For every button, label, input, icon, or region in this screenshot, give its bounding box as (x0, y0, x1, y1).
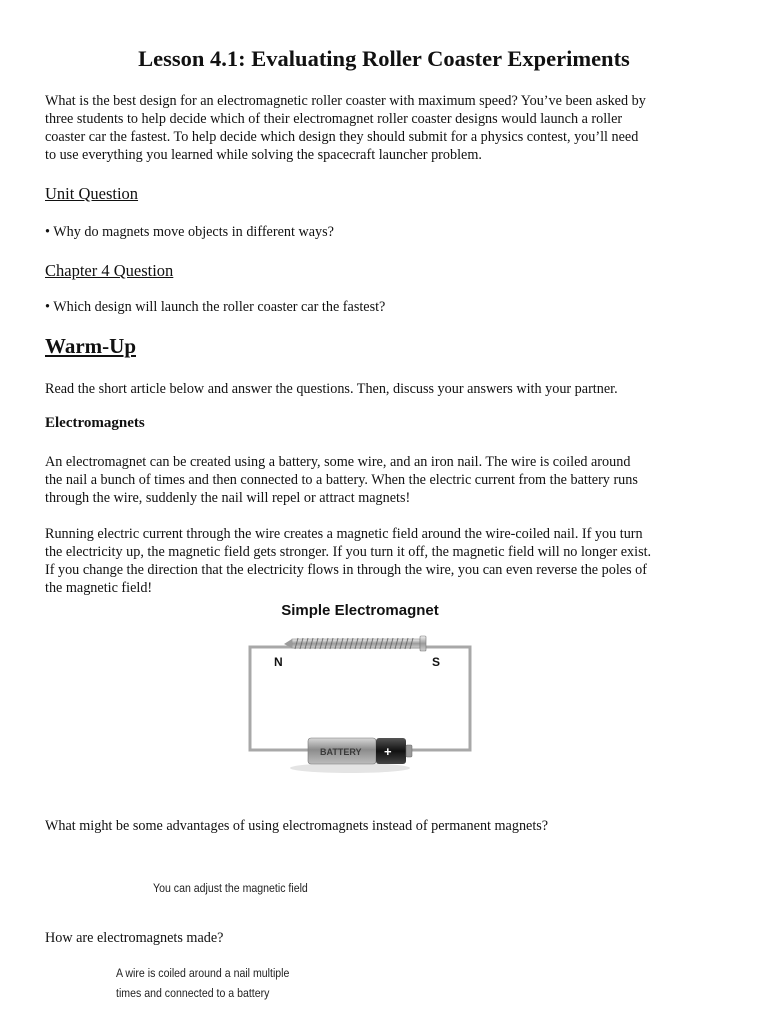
article-heading: Electromagnets (45, 415, 145, 431)
chapter-question-heading: Chapter 4 Question (45, 261, 174, 280)
intro-paragraph (45, 92, 735, 164)
article-line: the magnetic field! (45, 580, 153, 596)
electromagnet-diagram (240, 598, 480, 788)
battery-label: BATTERY (320, 747, 362, 757)
south-pole-label: S (432, 655, 441, 669)
figure-title: Simple Electromagnet (281, 602, 439, 619)
battery-plus-sign: + (384, 744, 392, 759)
battery-icon (290, 738, 412, 773)
article-line: the nail a bunch of times and then connected to a battery. When the electric current from the battery runs (45, 472, 638, 488)
nail-icon (284, 636, 426, 651)
answer-line: You can adjust the magnetic field (153, 881, 308, 895)
article-line: through the wire, suddenly the nail will repel or attract magnets! (45, 490, 411, 506)
answer-line: A wire is coiled around a nail multiple (116, 966, 290, 980)
question-1: What might be some advantages of using electromagnets instead of permanent magnets? (45, 818, 549, 834)
article-line: Running electric current through the wire creates a magnetic field around the wire-coiled nail. If you turn (45, 526, 643, 542)
answer-line: times and connected to a battery (116, 986, 270, 1000)
circuit-drawing (240, 598, 480, 788)
warmup-heading: Warm-Up (45, 334, 136, 358)
answer-1 (153, 878, 308, 898)
article-line: the electricity up, the magnetic field gets stronger. If you turn it off, the magnetic field will no longer exist. (45, 544, 652, 560)
intro-line: What is the best design for an electromagnetic roller coaster with maximum speed? You’ve been asked by (45, 93, 646, 109)
intro-line: three students to help decide which of their electromagnet roller coaster designs would launch a roller (45, 111, 623, 127)
question-2: How are electromagnets made? (45, 930, 224, 946)
unit-question-bullet: • Why do magnets move objects in different ways? (45, 224, 334, 240)
north-pole-label: N (274, 655, 283, 669)
intro-line: to use everything you learned while solving the spacecraft launcher problem. (45, 147, 482, 163)
article-paragraph-2 (45, 525, 735, 597)
page-title: Lesson 4.1: Evaluating Roller Coaster Experiments (138, 46, 630, 71)
article-line: An electromagnet can be created using a battery, some wire, and an iron nail. The wire is coiled around (45, 454, 631, 470)
chapter-question-bullet: • Which design will launch the roller coaster car the fastest? (45, 299, 386, 315)
warmup-instructions: Read the short article below and answer the questions. Then, discuss your answers with your partner. (45, 381, 618, 397)
answer-2 (116, 963, 289, 1003)
unit-question-heading: Unit Question (45, 184, 139, 203)
article-paragraph-1 (45, 453, 735, 507)
intro-line: coaster car the fastest. To help decide which design they should submit for a physics contest, you’ll need (45, 129, 639, 145)
article-line: If you change the direction that the electricity flows in through the wire, you can even reverse the poles of (45, 562, 647, 578)
